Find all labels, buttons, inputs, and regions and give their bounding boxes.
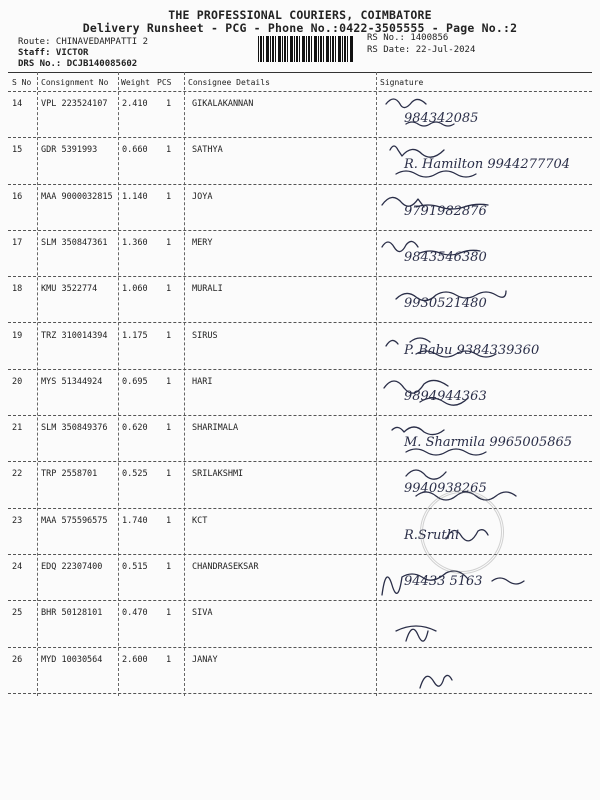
signature-scribble: [376, 92, 592, 138]
signature-scribble: [376, 277, 592, 323]
column-header-pcs: PCS: [157, 78, 172, 87]
cell-consignee: JOYA: [192, 191, 213, 202]
signature-handwriting: 9940938265: [404, 481, 487, 497]
cell-weight: 2.410: [122, 99, 148, 109]
signature-handwriting: R.Sruthi: [404, 527, 460, 543]
cell-consignment: SLM 350847361: [41, 237, 108, 248]
cell-weight: 0.470: [122, 608, 148, 619]
column-header-signature: Signature: [380, 78, 424, 87]
cell-consignment: MAA 575596575: [41, 515, 108, 526]
cell-weight: 1.140: [122, 191, 148, 202]
cell-consignee: SATHYA: [192, 145, 223, 156]
cell-sno: 17: [12, 237, 23, 248]
cell-weight: 1.360: [122, 237, 148, 248]
cell-weight: 0.695: [122, 376, 148, 387]
column-header-weight: Weight: [121, 78, 150, 87]
table-row: [0, 555, 600, 601]
row-separator: [8, 693, 592, 694]
cell-pcs: 1: [166, 284, 172, 295]
cell-consignment: GDR 5391993: [41, 145, 98, 156]
signature-scribble: [376, 138, 592, 184]
cell-consignee: MURALI: [192, 284, 223, 295]
cell-pcs: 1: [166, 237, 172, 248]
cell-consignee: CHANDRASEKSAR: [192, 562, 259, 572]
cell-pcs: 1: [166, 191, 172, 202]
cell-consignee: JANAY: [192, 654, 218, 665]
signature-scribble: [376, 648, 592, 694]
signature-scribble: [376, 370, 592, 416]
cell-sno: 15: [12, 145, 23, 156]
table-row: [0, 416, 600, 462]
cell-consignee: SIRUS: [192, 330, 218, 341]
table-row: [0, 509, 600, 555]
cell-consignment: SLM 350849376: [41, 423, 108, 434]
rs-date: RS Date: 22-Jul-2024: [367, 45, 476, 55]
barcode: [258, 36, 353, 62]
staff-label: Staff: VICTOR: [18, 48, 89, 58]
cell-consignee: KCT: [192, 515, 208, 526]
column-header-sno: S No: [12, 78, 32, 87]
table-row: [0, 277, 600, 323]
table-row: [0, 92, 600, 138]
cell-sno: 23: [12, 515, 23, 526]
cell-pcs: 1: [166, 608, 172, 619]
runsheet-subtitle: Delivery Runsheet - PCG - Phone No.:0422-3505555 - Page No.:2: [82, 21, 518, 35]
cell-weight: 1.175: [122, 330, 148, 341]
signature-scribble: [376, 601, 592, 647]
signature-handwriting: R. Hamilton 9944277704: [404, 157, 571, 173]
cell-sno: 24: [12, 562, 23, 572]
cell-pcs: 1: [166, 99, 172, 109]
cell-weight: 1.060: [122, 284, 148, 295]
cell-pcs: 1: [166, 423, 172, 434]
table-row: [0, 601, 600, 647]
cell-weight: 1.740: [122, 515, 148, 526]
signature-scribble: [376, 324, 592, 370]
cell-pcs: 1: [166, 469, 172, 480]
runsheet-title: THE PROFESSIONAL COURIERS, COIMBATORE: [168, 8, 432, 22]
courier-stamp: [420, 490, 504, 574]
cell-consignment: VPL 223524107: [41, 99, 108, 109]
cell-consignee: MERY: [192, 237, 213, 248]
signature-handwriting: P. Babu 9384339360: [404, 342, 540, 358]
route-label: Route: CHINAVEDAMPATTI 2: [18, 37, 149, 47]
signature-handwriting: 9843546380: [404, 249, 487, 265]
table-row: [0, 462, 600, 508]
signature-handwriting: 984342085: [404, 111, 479, 126]
cell-consignment: TRP 2558701: [41, 469, 98, 480]
signature-scribble: [376, 185, 592, 231]
cell-consignment: MAA 9000032815: [41, 191, 113, 202]
signature-scribble: [376, 416, 592, 462]
cell-pcs: 1: [166, 654, 172, 665]
cell-consignment: TRZ 310014394: [41, 330, 108, 341]
table-row: [0, 324, 600, 370]
cell-sno: 25: [12, 608, 23, 619]
signature-handwriting: 9930521480: [404, 296, 487, 312]
cell-pcs: 1: [166, 145, 172, 156]
cell-consignment: MYS 51344924: [41, 376, 103, 387]
table-row: [0, 231, 600, 277]
cell-consignee: HARI: [192, 376, 213, 387]
cell-consignee: GIKALAKANNAN: [192, 99, 254, 109]
cell-consignee: SIVA: [192, 608, 213, 619]
cell-weight: 0.515: [122, 562, 148, 572]
signature-handwriting: 94433 5163: [404, 574, 483, 589]
column-header-consignee: Consignee Details: [188, 78, 270, 87]
signature-scribble: [376, 231, 592, 277]
rs-number: RS No.: 1400856: [367, 33, 449, 43]
cell-consignment: BHR 50128101: [41, 608, 103, 619]
cell-sno: 26: [12, 654, 23, 665]
cell-weight: 0.525: [122, 469, 148, 480]
cell-pcs: 1: [166, 515, 172, 526]
cell-sno: 22: [12, 469, 23, 480]
cell-sno: 19: [12, 330, 23, 341]
cell-weight: 0.660: [122, 145, 148, 156]
cell-consignee: SHARIMALA: [192, 423, 239, 434]
cell-sno: 16: [12, 191, 23, 202]
cell-sno: 20: [12, 376, 23, 387]
signature-handwriting: M. Sharmila 9965005865: [404, 435, 573, 451]
cell-pcs: 1: [166, 330, 172, 341]
signature-handwriting: 9894944363: [404, 388, 487, 404]
cell-sno: 14: [12, 99, 23, 109]
cell-sno: 21: [12, 423, 23, 434]
cell-sno: 18: [12, 284, 23, 295]
drs-number: DRS No.: DCJB140085602: [18, 59, 138, 69]
signature-handwriting: 9791982876: [404, 203, 487, 219]
cell-consignment: KMU 3522774: [41, 284, 98, 295]
cell-consignee: SRILAKSHMI: [192, 469, 244, 480]
cell-weight: 0.620: [122, 423, 148, 434]
column-header-consignment: Consignment No: [41, 78, 109, 87]
table-row: [0, 138, 600, 184]
cell-consignment: MYD 10030564: [41, 654, 103, 665]
cell-pcs: 1: [166, 376, 172, 387]
table-top-rule: [8, 72, 592, 73]
cell-weight: 2.600: [122, 654, 148, 665]
table-row: [0, 648, 600, 694]
table-row: [0, 185, 600, 231]
cell-consignment: EDQ 22307400: [41, 562, 103, 572]
table-row: [0, 370, 600, 416]
cell-pcs: 1: [166, 562, 172, 572]
